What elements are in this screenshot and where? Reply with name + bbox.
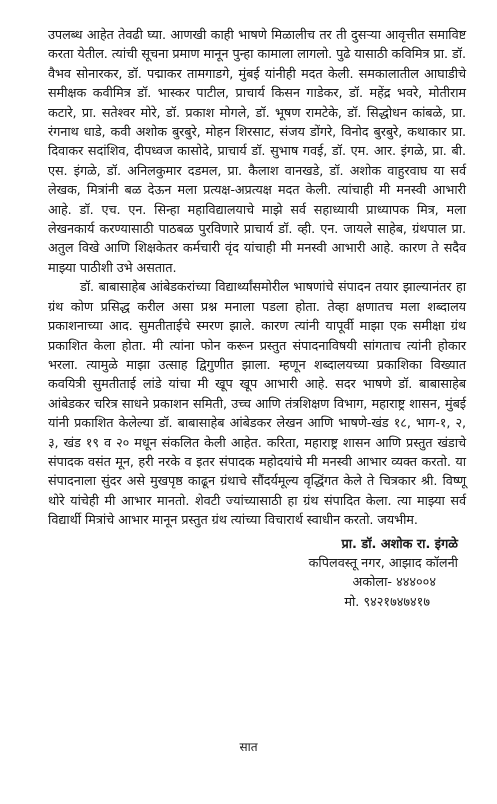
author-address: कपिलवस्तू नगर, आझाद कॉलनी [308, 555, 458, 571]
signature-block [48, 535, 466, 613]
paragraph-publisher-thanks: डॉ. बाबासाहेब आंबेडकरांच्या विद्यार्थ्यांसमोरील भाषणांचे संपादन तयार झाल्यानंतर हा ग्रंथ कोण प्रसिद्ध करील असा प्रश्न मनाला पडला होता. तेव्हा क्षणातच मला शब्दालय प्रकाशनाच्या आद. सुमतीताईचे स्मरण झाले. कारण त्यांनी यापूर्वी माझा एक समीक्षा ग्रंथ प्रकाशित केला होता. मी त्यांना फोन करून प्रस्तुत संपादनाविषयी सांगताच त्यांनी होकार भरला. त्यामुळे माझा उत्साह द्विगुणीत झाला. म्हणून शब्दालयच्या प्रकाशिका विख्यात कवयित्री सुमतीताई लांडे यांचा मी खूप खूप आभारी आहे. सदर भाषणे डॉ. बाबासाहेब आंबेडकर चरित्र साधने प्रकाशन समिती, उच्च आणि तंत्रशिक्षण विभाग, महाराष्ट्र शासन, मुंबई यांनी प्रकाशित केलेल्या डॉ. बाबासाहेब आंबेडकर लेखन आणि भाषणे-खंड १८, भाग-१, २, ३, खंड १९ व २० मधून संकलित केली आहेत. करिता, महाराष्ट्र शासन आणि प्रस्तुत खंडाचे संपादक वसंत मून, हरी नरके व इतर संपादक महोदयांचे मी मनस्वी आभार व्यक्त करतो. या संपादनाला सुंदर असे मुखपृष्ठ काढून ग्रंथाचे सौंदर्यमूल्य वृद्धिंगत केले ते चित्रकार श्री. विष्णू थोरे यांचेही मी आभार मानतो. शेवटी ज्यांच्यासाठी हा ग्रंथ संपादित केला. त्या माझ्या सर्व विद्यार्थी मित्रांचे आभार मानून प्रस्तुत ग्रंथ त्यांच्या विचारार्थ स्वाधीन करतो. जयभीम. [48, 280, 466, 529]
author-city: अकोला- ४४४००४ [352, 575, 436, 591]
page-number: सात [239, 740, 258, 754]
paragraph-acknowledgements: उपलब्ध आहेत तेवढी घ्या. आणखी काही भाषणे मिळालीच तर ती दुसऱ्या आवृत्तीत समाविष्ट करता येतील. त्यांची सूचना प्रमाण मानून पुन्हा कामाला लागलो. पुढे यासाठी कविमित्र प्रा. डॉ. वैभव सोनारकर, डॉ. पद्माकर तामगाडगे, मुंबई यांनीही मदत केली. समकालातील आघाडीचे समीक्षक कवीमित्र डॉ. भास्कर पाटील, प्राचार्य किसन गाडेकर, डॉ. महेंद्र भवरे, मोतीराम कटारे, प्रा. सतेश्वर मोरे, डॉ. प्रकाश मोगले, डॉ. भूषण रामटेके, डॉ. सिद्धोधन कांबळे, प्रा. रंगनाथ धाडे, कवी अशोक बुरबुरे, मोहन शिरसाट, संजय डोंगरे, विनोद बुरबुरे, कथाकार प्रा. दिवाकर सदांशिव, दीपध्वज कासोदे, प्राचार्य डॉ. सुभाष गवई, डॉ. एम. आर. इंगळे, प्रा. बी. एस. इंगळे, डॉ. अनिलकुमार दडमल, प्रा. कैलाश वानखडे, डॉ. अशोक वाहुरवाघ या सर्व लेखक, मित्रांनी बळ देऊन मला प्रत्यक्ष-अप्रत्यक्ष मदत केली. त्यांचाही मी मनस्वी आभारी आहे. डॉ. एच. एन. सिन्हा महाविद्यालयाचे माझे सर्व सहाध्यायी प्राध्यापक मित्र, मला लेखनकार्य करण्यासाठी पाठबळ पुरविणारे प्राचार्य डॉ. व्ही. एन. जायले साहेब, ग्रंथपाल प्रा. अतुल विखे आणि शिक्षकेतर कर्मचारी वृंद यांचाही मी मनस्वी आभारी आहे. कारण ते सदैव माझ्या पाठीशी उभे असतात. [48, 28, 466, 276]
author-phone: मो. ९४२१७४७४१७ [344, 594, 430, 610]
page-body [48, 26, 466, 612]
author-name: प्रा. डॉ. अशोक रा. इंगळे [341, 536, 458, 552]
